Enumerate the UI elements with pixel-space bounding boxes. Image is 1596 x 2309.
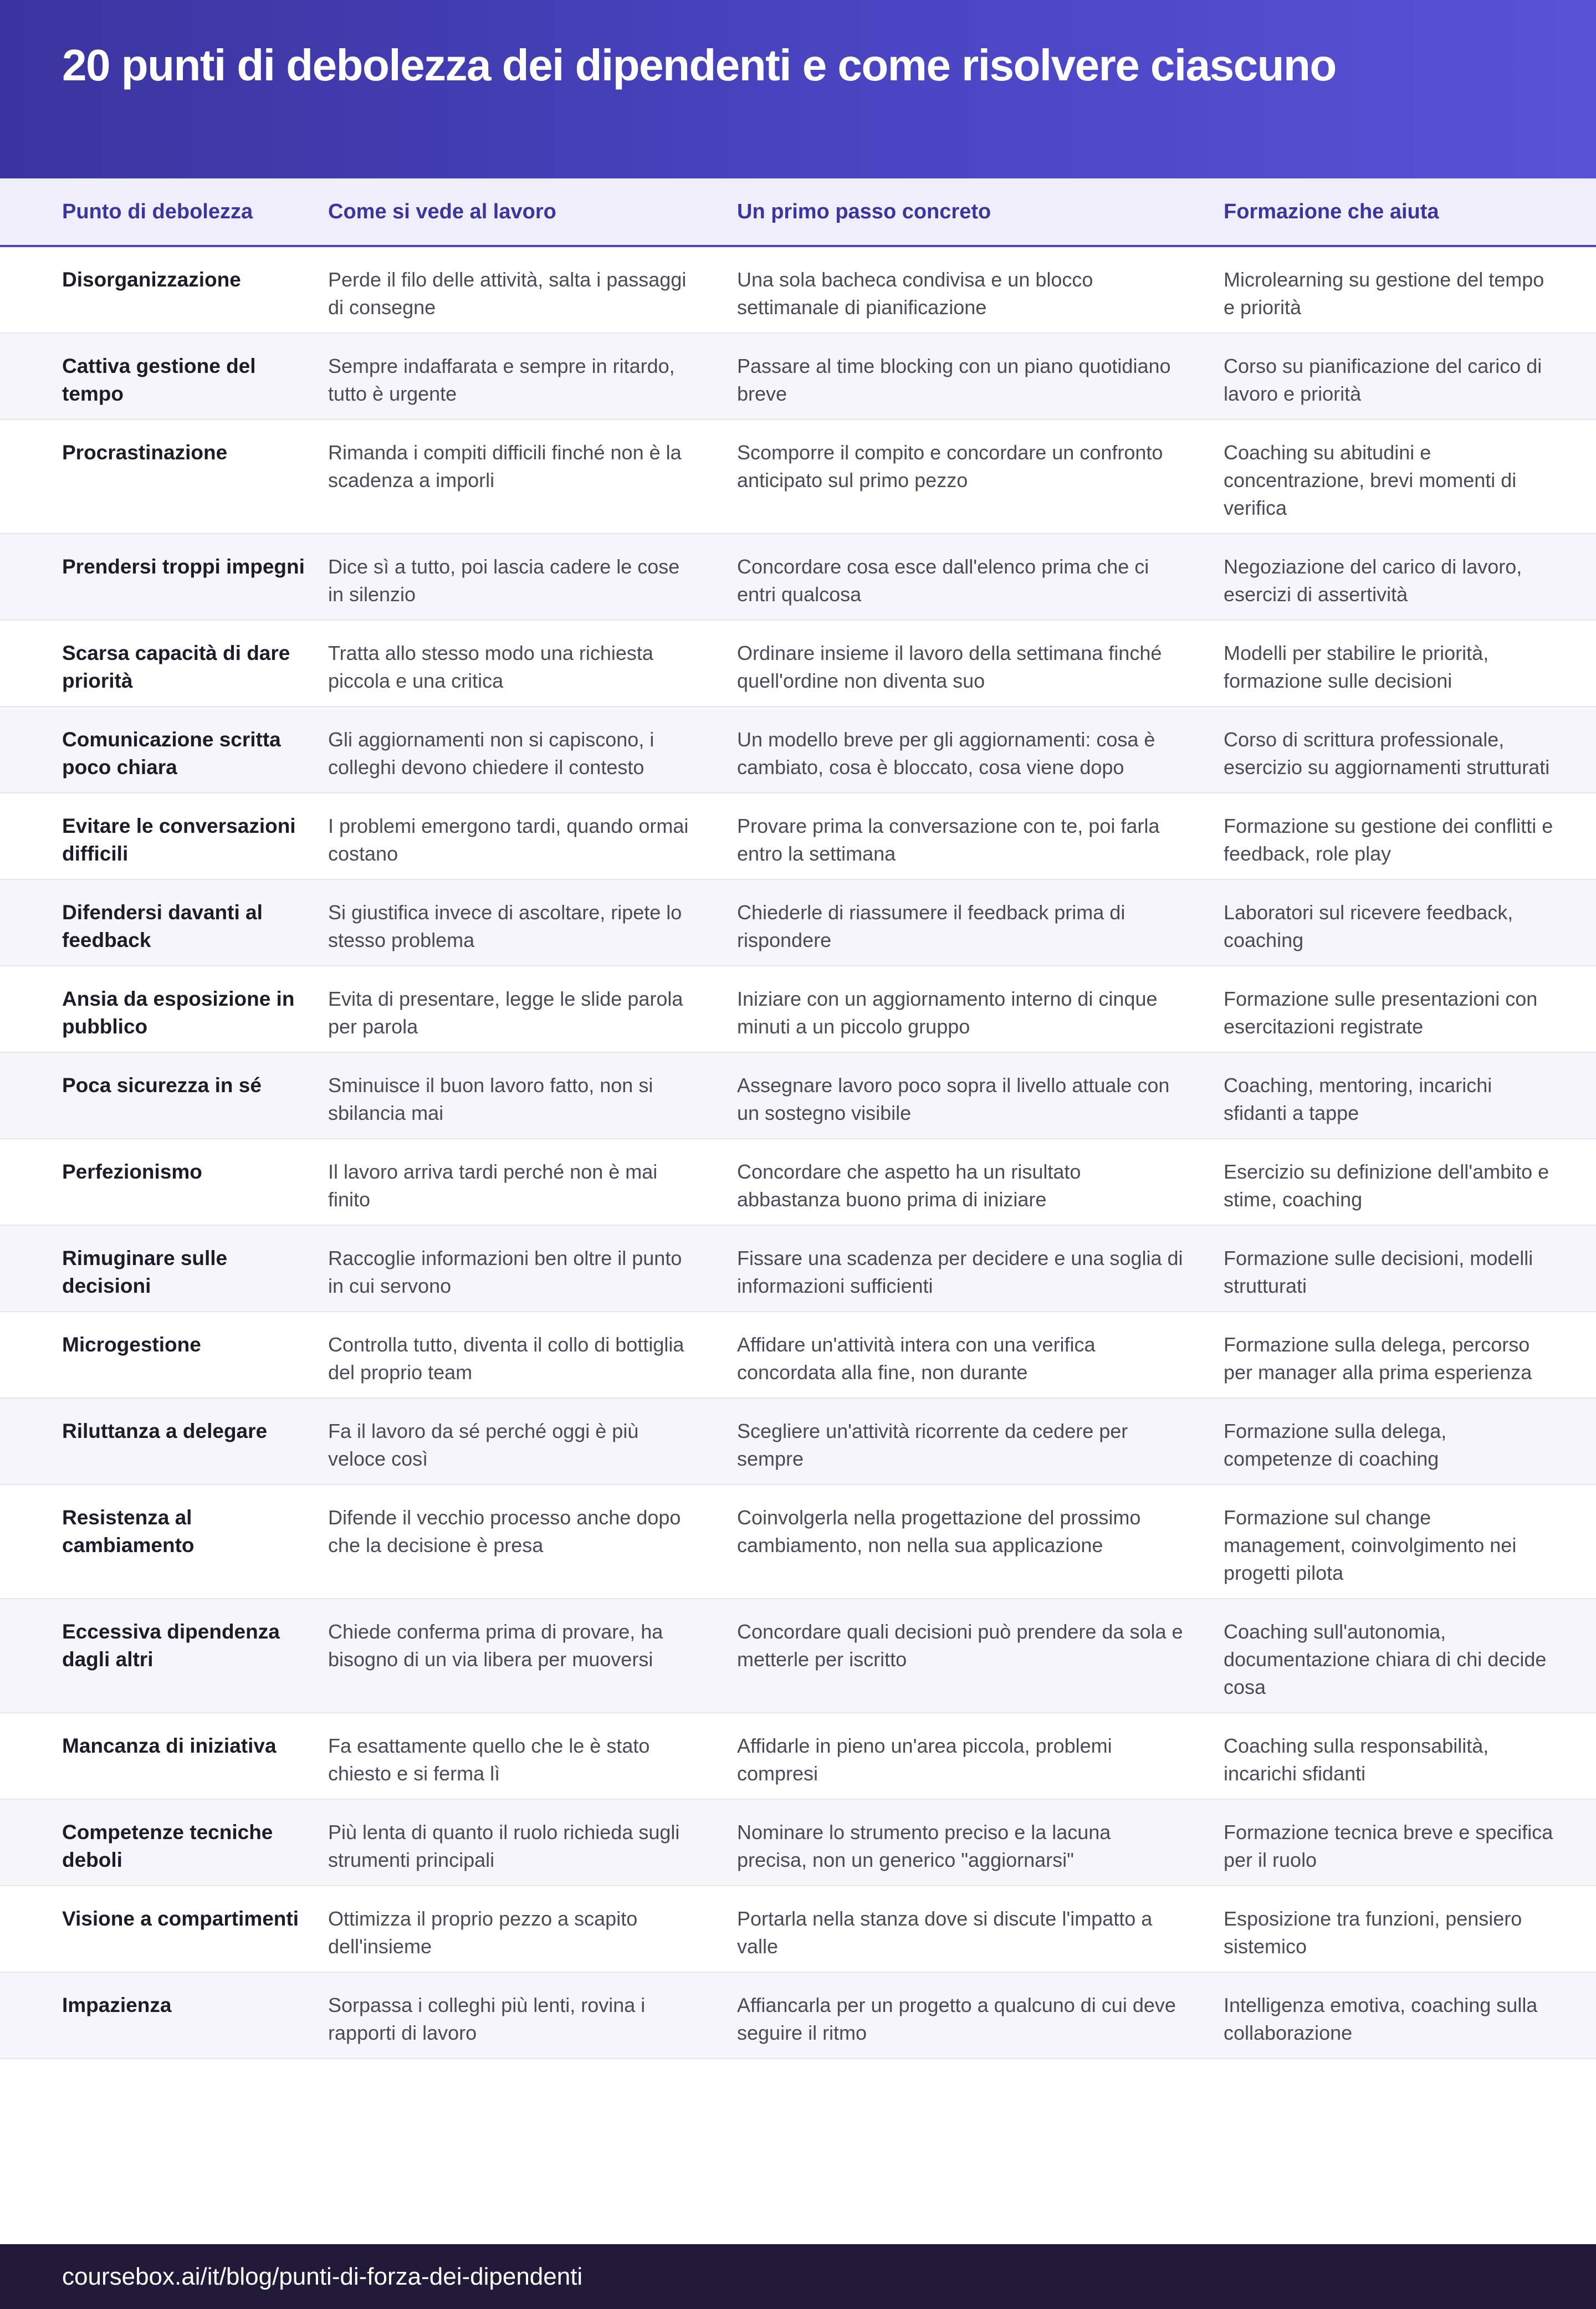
weakness-cell: Prendersi troppi impegni bbox=[0, 534, 328, 620]
table-row bbox=[0, 1972, 1596, 2059]
how-it-shows-cell: Sminuisce il buon lavoro fatto, non si sbilancia mai bbox=[328, 1052, 737, 1139]
training-cell: Coaching sull'autonomia, documentazione chiara di chi decide cosa bbox=[1224, 1599, 1596, 1713]
first-step-cell: Passare al time blocking con un piano quotidiano breve bbox=[737, 333, 1224, 419]
how-it-shows-cell: Controlla tutto, diventa il collo di bottiglia del proprio team bbox=[328, 1312, 737, 1398]
first-step-cell: Chiederle di riassumere il feedback prima di rispondere bbox=[737, 879, 1224, 966]
weakness-cell: Evitare le conversazioni difficili bbox=[0, 793, 328, 879]
table-row bbox=[0, 1312, 1596, 1398]
weakness-cell: Procrastinazione bbox=[0, 419, 328, 534]
how-it-shows-cell: Sorpassa i colleghi più lenti, rovina i rapporti di lavoro bbox=[328, 1972, 737, 2059]
table-row bbox=[0, 706, 1596, 793]
weakness-cell: Poca sicurezza in sé bbox=[0, 1052, 328, 1139]
table-row bbox=[0, 966, 1596, 1052]
first-step-cell: Coinvolgerla nella progettazione del prossimo cambiamento, non nella sua applicazione bbox=[737, 1484, 1224, 1599]
how-it-shows-cell: Fa esattamente quello che le è stato chiesto e si ferma lì bbox=[328, 1713, 737, 1799]
how-it-shows-cell: Sempre indaffarata e sempre in ritardo, tutto è urgente bbox=[328, 333, 737, 419]
table-row bbox=[0, 1599, 1596, 1713]
weakness-table bbox=[0, 178, 1596, 2059]
training-cell: Formazione sulle decisioni, modelli strutturati bbox=[1224, 1225, 1596, 1312]
page-footer bbox=[0, 2244, 1596, 2309]
how-it-shows-cell: Gli aggiornamenti non si capiscono, i colleghi devono chiedere il contesto bbox=[328, 706, 737, 793]
weakness-cell: Microgestione bbox=[0, 1312, 328, 1398]
page-header bbox=[0, 0, 1596, 178]
weakness-cell: Riluttanza a delegare bbox=[0, 1398, 328, 1484]
footer-url: coursebox.ai/it/blog/punti-di-forza-dei-dipendenti bbox=[62, 2262, 583, 2290]
weakness-cell: Comunicazione scritta poco chiara bbox=[0, 706, 328, 793]
weakness-cell: Ansia da esposizione in pubblico bbox=[0, 966, 328, 1052]
first-step-cell: Affiancarla per un progetto a qualcuno di cui deve seguire il ritmo bbox=[737, 1972, 1224, 2059]
training-cell: Laboratori sul ricevere feedback, coaching bbox=[1224, 879, 1596, 966]
table-row bbox=[0, 1225, 1596, 1312]
column-header-first-step: Un primo passo concreto bbox=[737, 178, 1224, 246]
training-cell: Formazione sul change management, coinvolgimento nei progetti pilota bbox=[1224, 1484, 1596, 1599]
training-cell: Esercizio su definizione dell'ambito e stime, coaching bbox=[1224, 1139, 1596, 1225]
first-step-cell: Iniziare con un aggiornamento interno di cinque minuti a un piccolo gruppo bbox=[737, 966, 1224, 1052]
table-row bbox=[0, 1139, 1596, 1225]
training-cell: Corso di scrittura professionale, esercizio su aggiornamenti strutturati bbox=[1224, 706, 1596, 793]
first-step-cell: Una sola bacheca condivisa e un blocco settimanale di pianificazione bbox=[737, 246, 1224, 333]
first-step-cell: Ordinare insieme il lavoro della settimana finché quell'ordine non diventa suo bbox=[737, 620, 1224, 706]
first-step-cell: Concordare cosa esce dall'elenco prima che ci entri qualcosa bbox=[737, 534, 1224, 620]
column-header-weakness: Punto di debolezza bbox=[0, 178, 328, 246]
how-it-shows-cell: Dice sì a tutto, poi lascia cadere le cose in silenzio bbox=[328, 534, 737, 620]
how-it-shows-cell: Difende il vecchio processo anche dopo che la decisione è presa bbox=[328, 1484, 737, 1599]
weakness-cell: Resistenza al cambiamento bbox=[0, 1484, 328, 1599]
weakness-cell: Eccessiva dipendenza dagli altri bbox=[0, 1599, 328, 1713]
training-cell: Intelligenza emotiva, coaching sulla collaborazione bbox=[1224, 1972, 1596, 2059]
training-cell: Formazione sulle presentazioni con esercitazioni registrate bbox=[1224, 966, 1596, 1052]
table-row bbox=[0, 246, 1596, 333]
training-cell: Negoziazione del carico di lavoro, esercizi di assertività bbox=[1224, 534, 1596, 620]
first-step-cell: Assegnare lavoro poco sopra il livello attuale con un sostegno visibile bbox=[737, 1052, 1224, 1139]
training-cell: Coaching sulla responsabilità, incarichi sfidanti bbox=[1224, 1713, 1596, 1799]
how-it-shows-cell: Il lavoro arriva tardi perché non è mai finito bbox=[328, 1139, 737, 1225]
table-row bbox=[0, 1713, 1596, 1799]
table-row bbox=[0, 1799, 1596, 1886]
how-it-shows-cell: Chiede conferma prima di provare, ha bisogno di un via libera per muoversi bbox=[328, 1599, 737, 1713]
page-title: 20 punti di debolezza dei dipendenti e come risolvere ciascuno bbox=[62, 40, 1336, 90]
table-header bbox=[0, 178, 1596, 246]
table-row bbox=[0, 419, 1596, 534]
training-cell: Modelli per stabilire le priorità, formazione sulle decisioni bbox=[1224, 620, 1596, 706]
weakness-cell: Cattiva gestione del tempo bbox=[0, 333, 328, 419]
table-row bbox=[0, 1886, 1596, 1972]
table-row bbox=[0, 879, 1596, 966]
training-cell: Coaching su abitudini e concentrazione, brevi momenti di verifica bbox=[1224, 419, 1596, 534]
table-row bbox=[0, 1484, 1596, 1599]
first-step-cell: Concordare quali decisioni può prendere da sola e metterle per iscritto bbox=[737, 1599, 1224, 1713]
first-step-cell: Un modello breve per gli aggiornamenti: cosa è cambiato, cosa è bloccato, cosa viene dopo bbox=[737, 706, 1224, 793]
training-cell: Formazione su gestione dei conflitti e feedback, role play bbox=[1224, 793, 1596, 879]
first-step-cell: Affidarle in pieno un'area piccola, problemi compresi bbox=[737, 1713, 1224, 1799]
table-row bbox=[0, 1398, 1596, 1484]
table-row bbox=[0, 534, 1596, 620]
weakness-cell: Competenze tecniche deboli bbox=[0, 1799, 328, 1886]
how-it-shows-cell: Perde il filo delle attività, salta i passaggi di consegne bbox=[328, 246, 737, 333]
first-step-cell: Nominare lo strumento preciso e la lacuna precisa, non un generico "aggiornarsi" bbox=[737, 1799, 1224, 1886]
weakness-cell: Disorganizzazione bbox=[0, 246, 328, 333]
training-cell: Formazione sulla delega, competenze di coaching bbox=[1224, 1398, 1596, 1484]
table-row bbox=[0, 333, 1596, 419]
weakness-cell: Visione a compartimenti bbox=[0, 1886, 328, 1972]
training-cell: Formazione sulla delega, percorso per manager alla prima esperienza bbox=[1224, 1312, 1596, 1398]
column-header-training: Formazione che aiuta bbox=[1224, 178, 1596, 246]
how-it-shows-cell: Raccoglie informazioni ben oltre il punto in cui servono bbox=[328, 1225, 737, 1312]
first-step-cell: Scomporre il compito e concordare un confronto anticipato sul primo pezzo bbox=[737, 419, 1224, 534]
first-step-cell: Provare prima la conversazione con te, poi farla entro la settimana bbox=[737, 793, 1224, 879]
weakness-cell: Impazienza bbox=[0, 1972, 328, 2059]
first-step-cell: Affidare un'attività intera con una verifica concordata alla fine, non durante bbox=[737, 1312, 1224, 1398]
how-it-shows-cell: I problemi emergono tardi, quando ormai costano bbox=[328, 793, 737, 879]
first-step-cell: Fissare una scadenza per decidere e una soglia di informazioni sufficienti bbox=[737, 1225, 1224, 1312]
how-it-shows-cell: Si giustifica invece di ascoltare, ripete lo stesso problema bbox=[328, 879, 737, 966]
column-header-how-it-shows: Come si vede al lavoro bbox=[328, 178, 737, 246]
how-it-shows-cell: Fa il lavoro da sé perché oggi è più veloce così bbox=[328, 1398, 737, 1484]
how-it-shows-cell: Evita di presentare, legge le slide parola per parola bbox=[328, 966, 737, 1052]
weakness-cell: Scarsa capacità di dare priorità bbox=[0, 620, 328, 706]
table-row bbox=[0, 1052, 1596, 1139]
how-it-shows-cell: Più lenta di quanto il ruolo richieda sugli strumenti principali bbox=[328, 1799, 737, 1886]
table-header-row bbox=[0, 178, 1596, 246]
training-cell: Microlearning su gestione del tempo e priorità bbox=[1224, 246, 1596, 333]
training-cell: Coaching, mentoring, incarichi sfidanti a tappe bbox=[1224, 1052, 1596, 1139]
table-row bbox=[0, 620, 1596, 706]
table-body bbox=[0, 246, 1596, 2059]
weakness-cell: Rimuginare sulle decisioni bbox=[0, 1225, 328, 1312]
weakness-cell: Perfezionismo bbox=[0, 1139, 328, 1225]
training-cell: Corso su pianificazione del carico di lavoro e priorità bbox=[1224, 333, 1596, 419]
training-cell: Formazione tecnica breve e specifica per il ruolo bbox=[1224, 1799, 1596, 1886]
weakness-cell: Mancanza di iniziativa bbox=[0, 1713, 328, 1799]
training-cell: Esposizione tra funzioni, pensiero sistemico bbox=[1224, 1886, 1596, 1972]
weakness-cell: Difendersi davanti al feedback bbox=[0, 879, 328, 966]
first-step-cell: Portarla nella stanza dove si discute l'impatto a valle bbox=[737, 1886, 1224, 1972]
table-row bbox=[0, 793, 1596, 879]
first-step-cell: Scegliere un'attività ricorrente da cedere per sempre bbox=[737, 1398, 1224, 1484]
how-it-shows-cell: Rimanda i compiti difficili finché non è la scadenza a imporli bbox=[328, 419, 737, 534]
how-it-shows-cell: Ottimizza il proprio pezzo a scapito dell'insieme bbox=[328, 1886, 737, 1972]
how-it-shows-cell: Tratta allo stesso modo una richiesta piccola e una critica bbox=[328, 620, 737, 706]
first-step-cell: Concordare che aspetto ha un risultato abbastanza buono prima di iniziare bbox=[737, 1139, 1224, 1225]
